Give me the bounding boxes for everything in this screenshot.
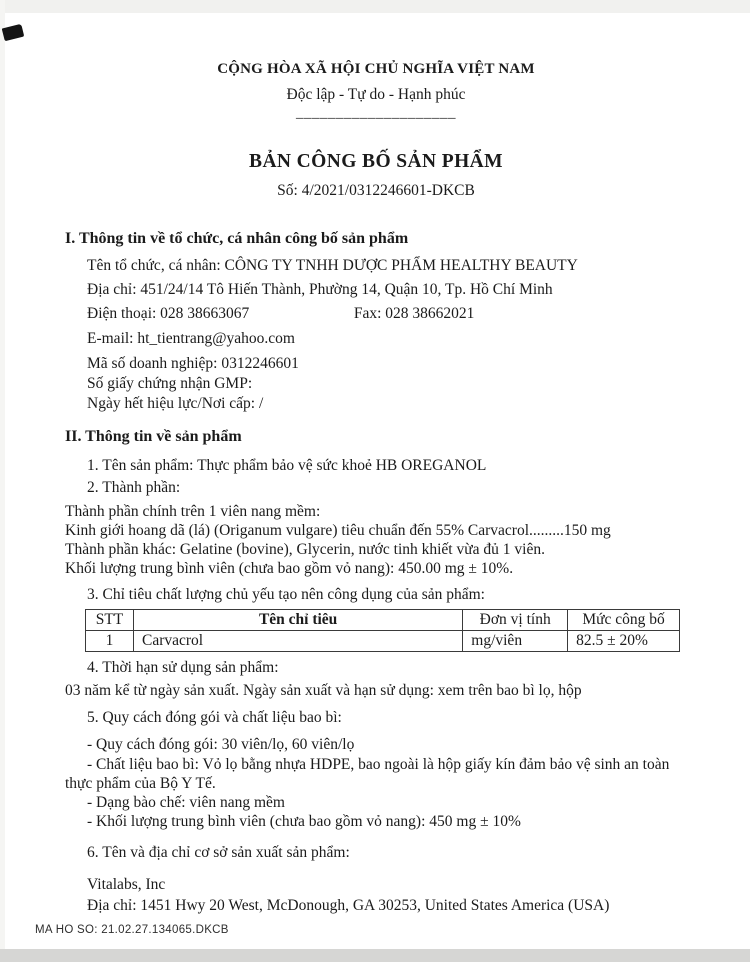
section-1-heading: I. Thông tin về tổ chức, cá nhân công bố sản phẩm xyxy=(65,229,409,247)
shelf-life-heading-line: 4. Thời hạn sử dụng sản phẩm: xyxy=(87,658,279,676)
average-weight-line: - Khối lượng trung bình viên (chưa bao gồm vỏ nang): 450 mg ± 10% xyxy=(87,813,521,831)
quality-criteria-table xyxy=(85,609,680,652)
org-email-line: E-mail: ht_tientrang@yahoo.com xyxy=(87,330,295,348)
org-phone: Điện thoại: 028 38663067 xyxy=(87,305,250,323)
table-row xyxy=(86,630,680,651)
org-validity-line: Ngày hết hiệu lực/Nơi cấp: / xyxy=(87,394,264,412)
file-code: MA HO SO: 21.02.27.134065.DKCB xyxy=(35,924,229,936)
document-title-block xyxy=(65,151,687,200)
org-address-line: Địa chỉ: 451/24/14 Tô Hiến Thành, Phường 14, Quận 10, Tp. Hồ Chí Minh xyxy=(87,281,553,299)
packaging-material-line: - Chất liệu bao bì: Vỏ lọ bằng nhựa HDPE, bao ngoài là hộp giấy kín đảm bảo vệ sinh an toàn thực phẩm của Bộ Y Tế. xyxy=(65,755,670,792)
cell-stt: 1 xyxy=(86,630,134,651)
composition-heading-line: 2. Thành phần: xyxy=(87,479,181,497)
org-gmp-line: Số giấy chứng nhận GMP: xyxy=(87,374,253,392)
composition-intro-line: Thành phần chính trên 1 viên nang mềm: xyxy=(65,502,321,520)
cell-criterion-name: Carvacrol xyxy=(133,630,462,651)
col-header-stt: STT xyxy=(86,609,134,630)
packaging-heading-line: 5. Quy cách đóng gói và chất liệu bao bì: xyxy=(87,709,342,727)
shelf-life-detail-line: 03 năm kể từ ngày sản xuất. Ngày sản xuất và hạn sử dụng: xem trên bao bì lọ, hộp xyxy=(65,681,582,699)
col-header-unit: Đơn vị tính xyxy=(463,609,568,630)
national-header-country: CỘNG HÒA XÃ HỘI CHỦ NGHĨA VIỆT NAM xyxy=(217,61,535,77)
national-header-motto: Độc lập - Tự do - Hạnh phúc xyxy=(286,85,466,103)
product-name-line: 1. Tên sản phẩm: Thực phẩm bảo vệ sức khoẻ HB OREGANOL xyxy=(87,457,487,475)
cell-declared-level: 82.5 ± 20% xyxy=(568,630,680,651)
scan-edge-bottom xyxy=(0,949,750,962)
document-title: BẢN CÔNG BỐ SẢN PHẨM xyxy=(249,150,503,172)
table-header-row xyxy=(86,609,680,630)
org-business-id-line: Mã số doanh nghiệp: 0312246601 xyxy=(87,354,299,372)
org-name-line: Tên tổ chức, cá nhân: CÔNG TY TNHH DƯỢC PHẨM HEALTHY BEAUTY xyxy=(87,256,578,274)
document-number: Số: 4/2021/0312246601-DKCB xyxy=(277,181,475,199)
dosage-form-line: - Dạng bào chế: viên nang mềm xyxy=(87,794,285,812)
composition-average-weight-line: Khối lượng trung bình viên (chưa bao gồm vỏ nang): 450.00 mg ± 10%. xyxy=(65,560,514,578)
packaging-spec-line: - Quy cách đóng gói: 30 viên/lọ, 60 viên/lọ xyxy=(87,736,355,754)
section-2-heading: II. Thông tin về sản phẩm xyxy=(65,428,242,446)
composition-other-ingredients-line: Thành phần khác: Gelatine (bovine), Glycerin, nước tinh khiết vừa đủ 1 viên. xyxy=(65,541,545,559)
quality-criteria-heading-line: 3. Chỉ tiêu chất lượng chủ yếu tạo nên công dụng của sản phẩm: xyxy=(87,585,485,603)
national-header xyxy=(65,60,687,123)
manufacturer-name-line: Vitalabs, Inc xyxy=(87,875,166,893)
org-fax: Fax: 028 38662021 xyxy=(353,305,475,323)
manufacturer-address-line: Địa chỉ: 1451 Hwy 20 West, McDonough, GA 30253, United States America (USA) xyxy=(87,896,610,914)
phone-fax-row xyxy=(87,305,687,323)
motto-divider: ____________________ xyxy=(296,105,456,122)
manufacturer-heading-line: 6. Tên và địa chỉ cơ sở sản xuất sản phẩm: xyxy=(87,844,350,862)
col-header-criterion-name: Tên chỉ tiêu xyxy=(133,609,462,630)
col-header-declared-level: Mức công bố xyxy=(568,609,680,630)
composition-main-ingredient-line: Kinh giới hoang dã (lá) (Origanum vulgare) tiêu chuẩn đến 55% Carvacrol.........150 mg xyxy=(65,521,611,539)
cell-unit: mg/viên xyxy=(463,630,568,651)
